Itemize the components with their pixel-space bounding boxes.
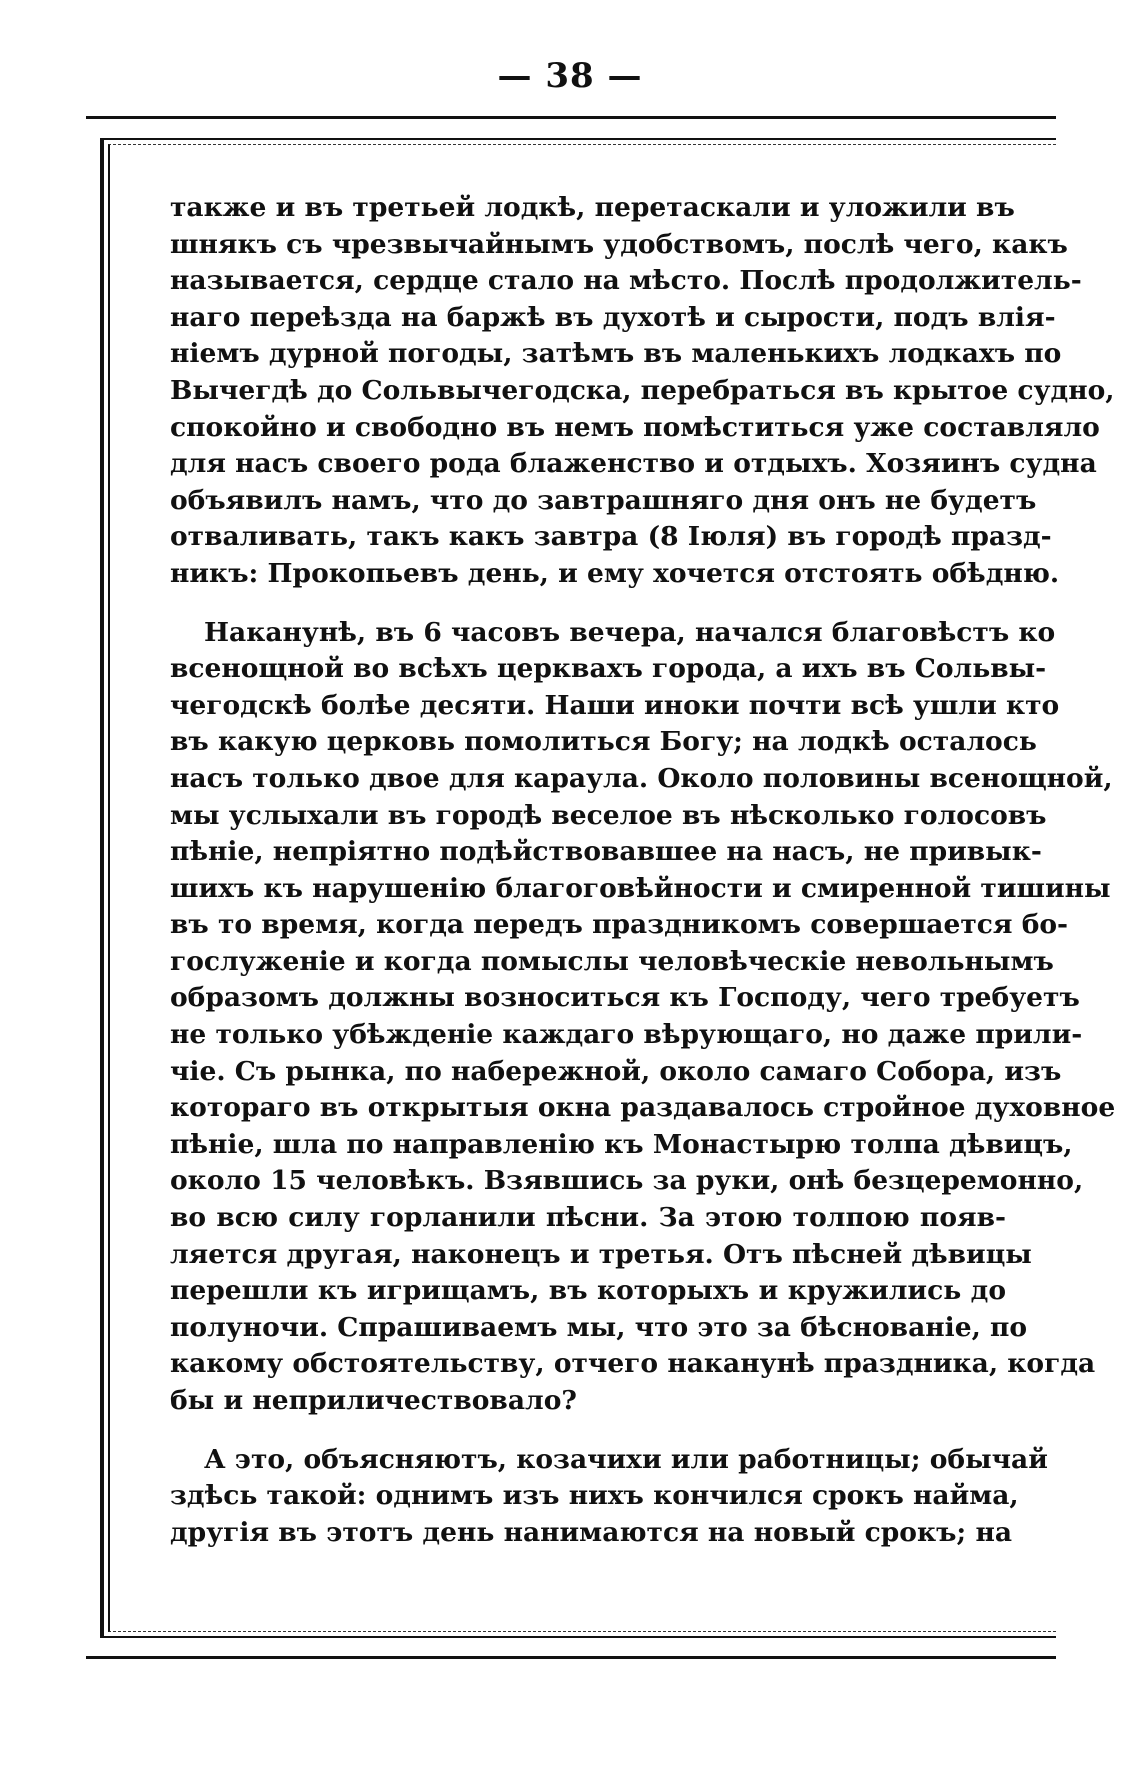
text-line: чегодскѣ болѣе десяти. Наши иноки почти всѣ ушли кто xyxy=(170,689,1060,721)
top-rule xyxy=(86,116,1056,119)
text-line: пѣніе, непріятно подѣйствовавшее на насъ, не привык- xyxy=(170,836,1042,868)
text-line: перешли къ игрищамъ, въ которыхъ и кружились до xyxy=(170,1275,1006,1307)
text-line: не только убѣжденіе каждаго вѣрующаго, но даже прили- xyxy=(170,1019,1083,1051)
text-line: шнякъ съ чрезвычайнымъ удобствомъ, послѣ чего, какъ xyxy=(170,228,1068,260)
text-line: около 15 человѣкъ. Взявшись за руки, онѣ безцеремонно, xyxy=(170,1165,1084,1197)
text-line: во всю силу горланили пѣсни. За этою толпою появ- xyxy=(170,1202,1006,1234)
text-line: гослуженіе и когда помыслы человѣческіе невольнымъ xyxy=(170,945,1054,977)
text-line: въ какую церковь помолиться Богу; на лодкѣ осталось xyxy=(170,726,1037,758)
body-text xyxy=(170,190,1116,1551)
paragraph-3 xyxy=(170,1442,1048,1552)
text-line: Наканунѣ, въ 6 часовъ вечера, начался благовѣстъ ко xyxy=(204,616,1056,648)
text-line: бы и неприличествовало? xyxy=(170,1385,577,1416)
text-line: отваливать, такъ какъ завтра (8 Іюля) въ городѣ празд- xyxy=(170,521,1052,553)
text-line: спокойно и свободно въ немъ помѣститься уже составляло xyxy=(170,411,1100,443)
page-number: — 38 — xyxy=(497,56,643,96)
text-line: другія въ этотъ день нанимаются на новый срокъ; на xyxy=(170,1516,1013,1548)
text-line: Вычегдѣ до Сольвычегодска, перебраться въ крытое судно, xyxy=(170,374,1115,406)
text-line: насъ только двое для караула. Около половины всенощной, xyxy=(170,762,1113,794)
text-line: какому обстоятельству, отчего наканунѣ праздника, когда xyxy=(170,1348,1096,1380)
text-line: А это, объясняютъ, козачихи или работницы; обычай xyxy=(204,1443,1048,1475)
text-line: полуночи. Спрашиваемъ мы, что это за бѣснованіе, по xyxy=(170,1311,1028,1343)
paragraph-2 xyxy=(170,615,1116,1420)
bottom-rule xyxy=(86,1656,1056,1659)
text-line: всенощной во всѣхъ церквахъ города, а ихъ въ Сольвы- xyxy=(170,653,1047,685)
text-line: котораго въ открытыя окна раздавалось стройное духовное xyxy=(170,1092,1116,1124)
text-line: ніемъ дурной погоды, затѣмъ въ маленькихъ лодкахъ по xyxy=(170,338,1062,370)
text-line: наго переѣзда на баржѣ въ духотѣ и сырости, подъ влія- xyxy=(170,301,1056,333)
text-line: для насъ своего рода блаженство и отдыхъ. Хозяинъ судна xyxy=(170,448,1097,480)
text-line: ляется другая, наконецъ и третья. Отъ пѣсней дѣвицы xyxy=(170,1238,1032,1270)
text-line: мы услыхали въ городѣ веселое въ нѣсколько голосовъ xyxy=(170,799,1047,831)
text-line: также и въ третьей лодкѣ, перетаскали и уложили въ xyxy=(170,192,1015,223)
text-line: здѣсь такой: однимъ изъ нихъ кончился срокъ найма, xyxy=(170,1480,1019,1512)
text-line: пѣніе, шла по направленію къ Монастырю толпа дѣвицъ, xyxy=(170,1128,1073,1160)
text-line: чіе. Съ рынка, по набережной, около самаго Собора, изъ xyxy=(170,1055,1062,1087)
paragraph-1 xyxy=(170,190,1115,593)
text-line: въ то время, когда передъ праздникомъ совершается бо- xyxy=(170,909,1069,941)
text-line: образомъ должны возноситься къ Господу, чего требуетъ xyxy=(170,982,1080,1014)
text-line: шихъ къ нарушенію благоговѣйности и смиренной тишины xyxy=(170,872,1111,904)
text-line: объявилъ намъ, что до завтрашняго дня онъ не будетъ xyxy=(170,484,1037,516)
text-line: никъ: Прокопьевъ день, и ему хочется отстоять обѣдню. xyxy=(170,557,1060,589)
text-line: называется, сердце стало на мѣсто. Послѣ продолжитель- xyxy=(170,265,1082,297)
